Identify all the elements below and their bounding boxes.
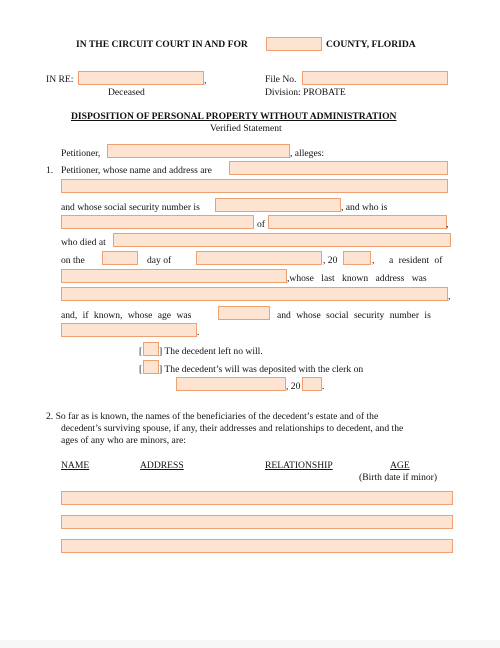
item2-line-3: ages of any who are minors, are: [61,435,186,446]
of-line-comma: , [446,219,449,230]
petitioner-ssn-field[interactable] [215,198,341,212]
relationship-field[interactable] [61,215,254,229]
document-subtitle: Verified Statement [210,123,282,134]
address-comma: , [448,291,451,302]
twenty-label-2: , 20 [286,381,301,392]
death-day-field[interactable] [102,251,138,265]
item2-line-2: decedent’s surviving spouse, if any, their addresses and relationships to decedent, and the [61,423,404,434]
file-no-field[interactable] [302,71,448,85]
last-known-address-label: ,whose last known address was [287,273,427,284]
on-the-label: on the [61,255,85,266]
beneficiary-row-1-field[interactable] [61,491,453,505]
death-year-field[interactable] [343,251,371,265]
place-of-death-field[interactable] [113,233,451,247]
beneficiary-row-3-field[interactable] [61,539,453,553]
petitioner-label: Petitioner, [61,148,101,159]
decedent-age-field[interactable] [218,306,270,320]
last-known-address-field[interactable] [61,287,451,302]
age-label: and, if known, whose age was [61,310,192,321]
in-re-label: IN RE: [46,74,74,85]
died-at-label: who died at [61,237,106,248]
decedent-ssn-field[interactable] [61,323,200,338]
deceased-label: Deceased [108,87,145,98]
item1-text: Petitioner, whose name and address are [61,165,212,176]
age-note: (Birth date if minor) [359,472,438,483]
county-field[interactable] [266,37,322,51]
item1-number: 1. [46,165,54,176]
no-will-label: ] The decedent left no will. [159,346,263,357]
court-heading-suffix: COUNTY, FLORIDA [326,39,416,50]
bracket-open-1: [ [139,346,143,357]
decedent-of-field[interactable] [268,215,447,229]
column-header-address: ADDRESS [140,460,184,471]
ssn-label: and whose social security number is [61,202,200,213]
will-deposit-year-field[interactable] [302,377,325,392]
death-month-field[interactable] [196,251,322,265]
petitioner-field[interactable] [107,144,290,158]
will-deposited-checkbox[interactable] [143,360,159,374]
court-heading-prefix: IN THE CIRCUIT COURT IN AND FOR [76,39,248,50]
day-of-label: day of [147,255,172,266]
decedent-ssn-label: and whose social security number is [277,310,431,321]
decedent-name-field[interactable] [78,71,207,86]
twenty-label: , 20 [323,255,338,266]
of-label: of [257,219,265,230]
column-header-name: NAME [61,460,90,471]
ssn-period: . [197,327,200,338]
petitioner-address-field-2[interactable] [61,179,448,193]
column-header-relationship: RELATIONSHIP [265,460,333,471]
will-deposit-date-field[interactable] [176,377,286,391]
division-label: Division: PROBATE [265,87,346,98]
resident-of-label: a resident of [389,255,443,266]
item2-line-1: 2. So far as is known, the names of the beneficiaries of the decedent’s estate and of the [46,411,379,422]
column-header-age: AGE [390,460,410,471]
who-is-label: , and who is [341,202,388,213]
residence-county-field[interactable] [61,269,287,283]
will-period: . [322,381,325,392]
file-no-label: File No. [265,74,297,85]
will-deposited-label: ] The decedent’s will was deposited with the clerk on [159,364,364,375]
bracket-open-2: [ [139,364,143,375]
resident-comma: , [372,255,375,266]
caption-comma: , [204,75,207,86]
document-title: DISPOSITION OF PERSONAL PROPERTY WITHOUT ADMINISTRATION [71,111,397,122]
no-will-checkbox[interactable] [143,342,159,356]
petitioner-name-address-field[interactable] [229,161,448,175]
beneficiary-row-2-field[interactable] [61,515,453,529]
alleges-label: , alleges: [290,148,325,159]
